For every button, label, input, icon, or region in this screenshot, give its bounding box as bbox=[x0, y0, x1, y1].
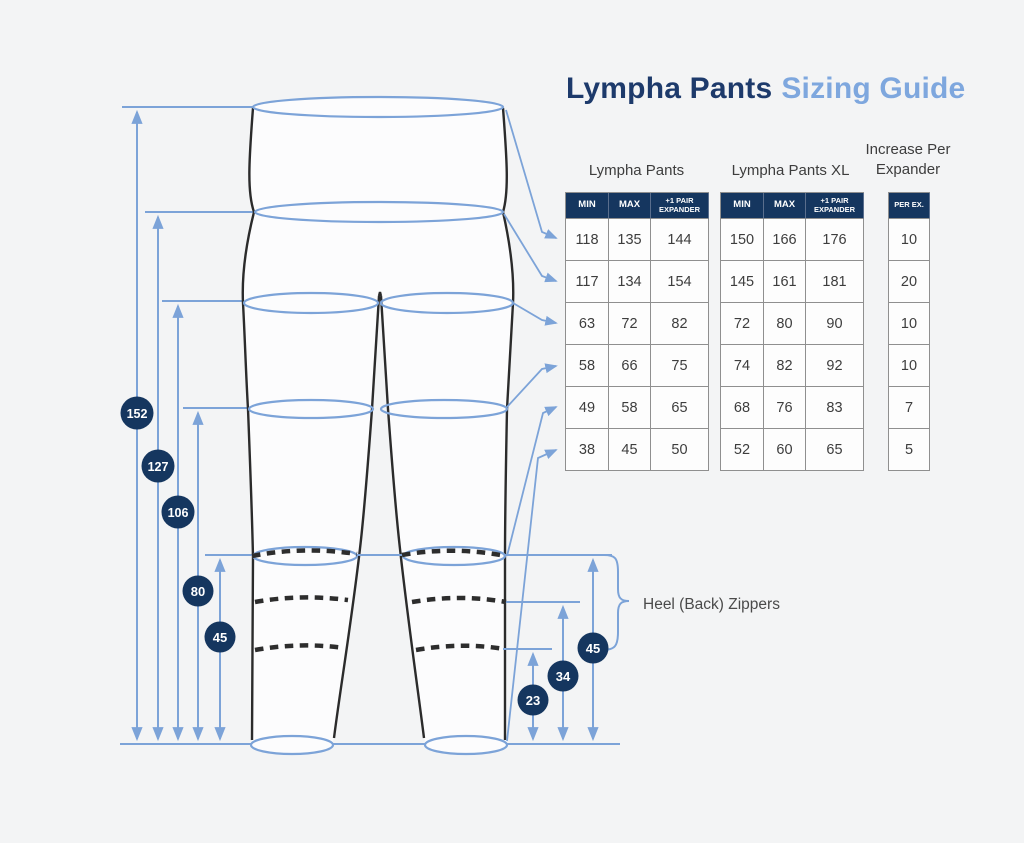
page-title bbox=[566, 72, 1006, 106]
table-cell: 144 bbox=[651, 219, 709, 261]
table-cell: 45 bbox=[609, 429, 651, 471]
table-cell: 181 bbox=[806, 261, 864, 303]
table-cell: 72 bbox=[609, 303, 651, 345]
table-row bbox=[889, 429, 930, 471]
sizing-table-lympha-pants bbox=[565, 192, 709, 471]
table-cell: 135 bbox=[609, 219, 651, 261]
table-cell: 134 bbox=[609, 261, 651, 303]
table-header-row bbox=[721, 193, 864, 219]
table-row bbox=[721, 261, 864, 303]
table-cell: 145 bbox=[721, 261, 764, 303]
svg-text:23: 23 bbox=[525, 693, 541, 708]
table-row bbox=[566, 345, 709, 387]
table-cell: 92 bbox=[806, 345, 864, 387]
column-header: +1 PAIR EXPANDER bbox=[651, 193, 709, 219]
column-header: MIN bbox=[566, 193, 609, 219]
table-cell: 7 bbox=[889, 387, 930, 429]
measurement-badge bbox=[578, 633, 609, 664]
table-cell: 74 bbox=[721, 345, 764, 387]
table-cell: 76 bbox=[764, 387, 806, 429]
svg-text:127: 127 bbox=[147, 460, 169, 474]
table-cell: 176 bbox=[806, 219, 864, 261]
table-cell: 49 bbox=[566, 387, 609, 429]
measurement-badge bbox=[121, 397, 154, 430]
sizing-table-increase-per-expander bbox=[888, 192, 930, 471]
table-row bbox=[566, 261, 709, 303]
table-header-row bbox=[566, 193, 709, 219]
table-cell: 10 bbox=[889, 303, 930, 345]
table-cell: 150 bbox=[721, 219, 764, 261]
page-title-main: Lympha Pants bbox=[566, 72, 773, 105]
table-row bbox=[889, 387, 930, 429]
table-row bbox=[721, 219, 864, 261]
svg-text:45: 45 bbox=[212, 630, 228, 645]
brace-icon bbox=[602, 555, 629, 650]
table-cell: 82 bbox=[764, 345, 806, 387]
table-label-lympha-pants-xl: Lympha Pants XL bbox=[731, 162, 850, 179]
table-cell: 5 bbox=[889, 429, 930, 471]
table-row bbox=[889, 261, 930, 303]
table-cell: 82 bbox=[651, 303, 709, 345]
svg-text:45: 45 bbox=[585, 641, 601, 656]
svg-text:34: 34 bbox=[555, 669, 571, 684]
table-cell: 50 bbox=[651, 429, 709, 471]
table-row bbox=[721, 429, 864, 471]
table-cell: 75 bbox=[651, 345, 709, 387]
table-cell: 66 bbox=[609, 345, 651, 387]
table-row bbox=[721, 303, 864, 345]
svg-text:80: 80 bbox=[190, 584, 206, 599]
column-header: +1 PAIR EXPANDER bbox=[806, 193, 864, 219]
table-row bbox=[721, 387, 864, 429]
table-row bbox=[889, 303, 930, 345]
table-cell: 166 bbox=[764, 219, 806, 261]
table-cell: 154 bbox=[651, 261, 709, 303]
table-cell: 10 bbox=[889, 345, 930, 387]
measurement-badge bbox=[518, 685, 549, 716]
page-title-accent: Sizing Guide bbox=[781, 72, 966, 105]
table-cell: 72 bbox=[721, 303, 764, 345]
table-cell: 20 bbox=[889, 261, 930, 303]
table-cell: 118 bbox=[566, 219, 609, 261]
column-header: PER EX. bbox=[889, 193, 930, 219]
measurement-badge bbox=[548, 661, 579, 692]
column-header: MAX bbox=[609, 193, 651, 219]
table-cell: 65 bbox=[806, 429, 864, 471]
table-cell: 58 bbox=[566, 345, 609, 387]
measurement-badge bbox=[183, 576, 214, 607]
table-label-lympha-pants: Lympha Pants bbox=[588, 162, 685, 179]
table-cell: 65 bbox=[651, 387, 709, 429]
table-row bbox=[721, 345, 864, 387]
svg-text:152: 152 bbox=[126, 407, 148, 421]
table-cell: 60 bbox=[764, 429, 806, 471]
table-cell: 58 bbox=[609, 387, 651, 429]
table-label-increase-per-expander: Increase Per Expander bbox=[865, 141, 951, 179]
column-header: MAX bbox=[764, 193, 806, 219]
table-cell: 90 bbox=[806, 303, 864, 345]
table-row bbox=[566, 219, 709, 261]
table-cell: 68 bbox=[721, 387, 764, 429]
table-row bbox=[566, 303, 709, 345]
table-cell: 117 bbox=[566, 261, 609, 303]
table-cell: 63 bbox=[566, 303, 609, 345]
measurement-badge bbox=[142, 450, 175, 483]
measurement-badge bbox=[205, 622, 236, 653]
table-cell: 52 bbox=[721, 429, 764, 471]
table-row bbox=[889, 219, 930, 261]
table-row bbox=[566, 429, 709, 471]
table-header-row bbox=[889, 193, 930, 219]
heel-zippers-label: Heel (Back) Zippers bbox=[643, 596, 780, 613]
table-cell: 83 bbox=[806, 387, 864, 429]
table-row bbox=[889, 345, 930, 387]
measurement-badge bbox=[162, 496, 195, 529]
sizing-table-lympha-pants-xl bbox=[720, 192, 864, 471]
column-header: MIN bbox=[721, 193, 764, 219]
svg-text:106: 106 bbox=[167, 506, 189, 520]
table-row bbox=[566, 387, 709, 429]
table-cell: 161 bbox=[764, 261, 806, 303]
table-cell: 80 bbox=[764, 303, 806, 345]
table-connector-arrows bbox=[504, 110, 556, 741]
table-cell: 10 bbox=[889, 219, 930, 261]
table-cell: 38 bbox=[566, 429, 609, 471]
pants-outline bbox=[243, 107, 513, 749]
